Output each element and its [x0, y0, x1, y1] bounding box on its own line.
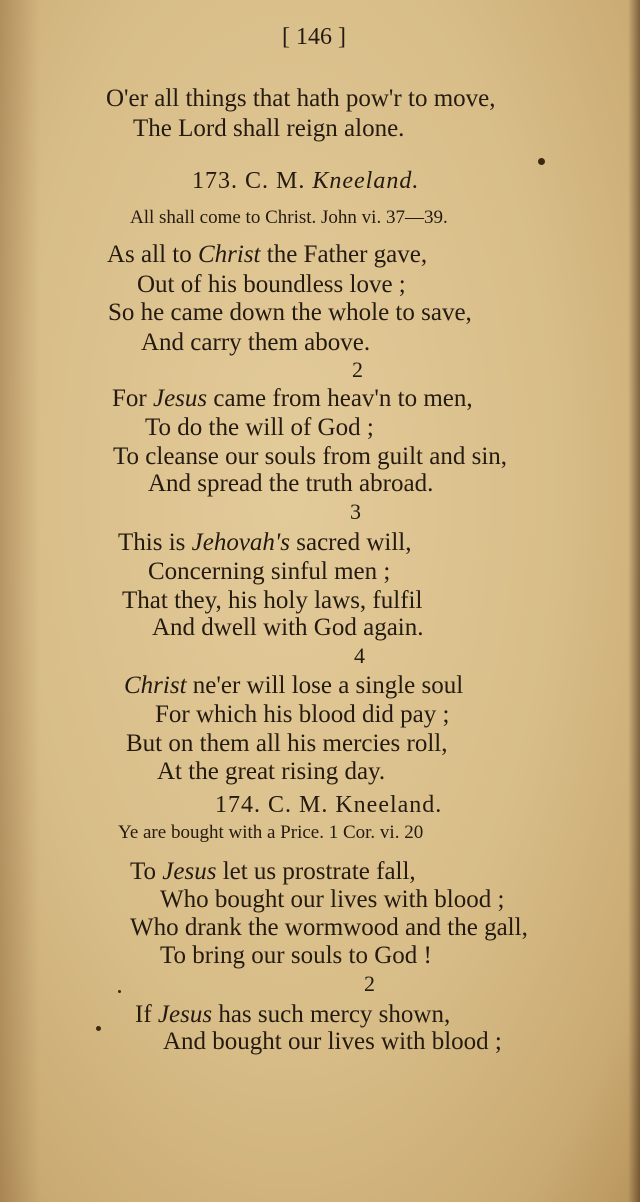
- verse-line: [145, 413, 374, 443]
- text-run: Who bought our lives with blood ;: [160, 886, 505, 913]
- italic-word: Jesus: [152, 385, 208, 412]
- text-run: Ye are bought with a Price. 1 Cor. vi. 20: [118, 822, 424, 843]
- text-run: For: [112, 385, 153, 412]
- text-run: O'er all things that hath pow'r to move,: [106, 85, 496, 112]
- stanza-number: [364, 969, 375, 999]
- text-run: 2: [364, 971, 375, 996]
- italic-word: Kneeland.: [312, 168, 420, 194]
- page-number: [ 146 ]: [282, 24, 346, 50]
- text-run: To cleanse our souls from guilt and sin,: [113, 443, 508, 470]
- text-run: To bring our souls to God !: [160, 942, 432, 969]
- ink-speck: [538, 158, 545, 165]
- hymn-173-heading: [192, 166, 419, 196]
- verse-line: [122, 586, 422, 616]
- text-run: But on them all his mercies roll,: [126, 730, 448, 757]
- text-run: If: [135, 1001, 158, 1028]
- page-edge-right: [628, 0, 640, 1202]
- verse-line: [118, 528, 411, 558]
- verse-line: [148, 557, 390, 587]
- verse-line: [124, 671, 463, 701]
- verse-line: [108, 298, 472, 328]
- text-run: Out of his boundless love ;: [137, 271, 406, 298]
- italic-word: Jehovah's: [191, 529, 290, 556]
- verse-line: [112, 384, 473, 414]
- verse-line: [130, 857, 416, 887]
- verse-line: [133, 114, 404, 144]
- text-run: came from heav'n to men,: [207, 385, 473, 412]
- text-run: And dwell with God again.: [152, 614, 424, 641]
- hymn-174-heading: [215, 790, 442, 820]
- text-run: As all to: [107, 241, 198, 268]
- text-run: ne'er will lose a single soul: [186, 672, 464, 699]
- text-run: For which his blood did pay ;: [155, 701, 450, 728]
- verse-line: [107, 240, 427, 270]
- text-run: The Lord shall reign alone.: [133, 115, 405, 142]
- verse-line: [152, 613, 423, 643]
- text-run: Who drank the wormwood and the gall,: [130, 914, 528, 941]
- verse-line: [155, 700, 449, 730]
- page-shadow-left: [0, 0, 40, 1202]
- verse-line: [141, 328, 370, 358]
- verse-line: [137, 270, 406, 300]
- text-run: 4: [354, 643, 365, 668]
- italic-word: Christ: [124, 672, 187, 699]
- text-run: To: [130, 858, 163, 885]
- verse-line: [157, 757, 385, 787]
- verse-line: [130, 913, 528, 943]
- italic-word: Christ: [197, 241, 261, 268]
- text-run: 174. C. M. Kneeland.: [215, 792, 443, 818]
- text-run: This is: [118, 529, 192, 556]
- text-run: And bought our lives with blood ;: [163, 1028, 502, 1055]
- hymn-173-subtitle: [130, 203, 448, 233]
- italic-word: Jesus: [162, 858, 217, 885]
- ink-speck: [118, 990, 121, 993]
- verse-line: [106, 84, 496, 114]
- verse-line: [135, 1000, 450, 1030]
- text-run: the Father gave,: [260, 241, 428, 268]
- text-run: let us prostrate fall,: [216, 858, 416, 885]
- text-run: All shall come to Christ. John vi. 37—39.: [130, 207, 448, 228]
- verse-line: [160, 885, 504, 915]
- verse-line: [126, 729, 447, 759]
- text-run: So he came down the whole to save,: [108, 299, 472, 326]
- text-run: And spread the truth abroad.: [148, 470, 434, 497]
- ink-speck: [96, 1026, 101, 1031]
- verse-line: [148, 469, 433, 499]
- text-run: 2: [352, 357, 363, 382]
- text-run: That they, his holy laws, fulfil: [122, 587, 423, 614]
- text-run: 3: [350, 499, 361, 524]
- verse-line: [113, 442, 507, 472]
- text-run: 173. C. M.: [192, 168, 313, 194]
- hymn-174-subtitle: [118, 818, 423, 848]
- text-run: sacred will,: [290, 529, 412, 556]
- text-run: has such mercy shown,: [212, 1001, 451, 1028]
- text-run: And carry them above.: [141, 329, 371, 356]
- stanza-number: [352, 355, 363, 385]
- verse-line: [163, 1027, 502, 1057]
- verse-line: [160, 941, 432, 971]
- text-run: To do the will of God ;: [145, 414, 374, 441]
- text-run: Concerning sinful men ;: [148, 558, 391, 585]
- text-run: At the great rising day.: [157, 758, 386, 785]
- stanza-number: [350, 497, 361, 527]
- italic-word: Jesus: [157, 1001, 213, 1028]
- stanza-number: [354, 641, 365, 671]
